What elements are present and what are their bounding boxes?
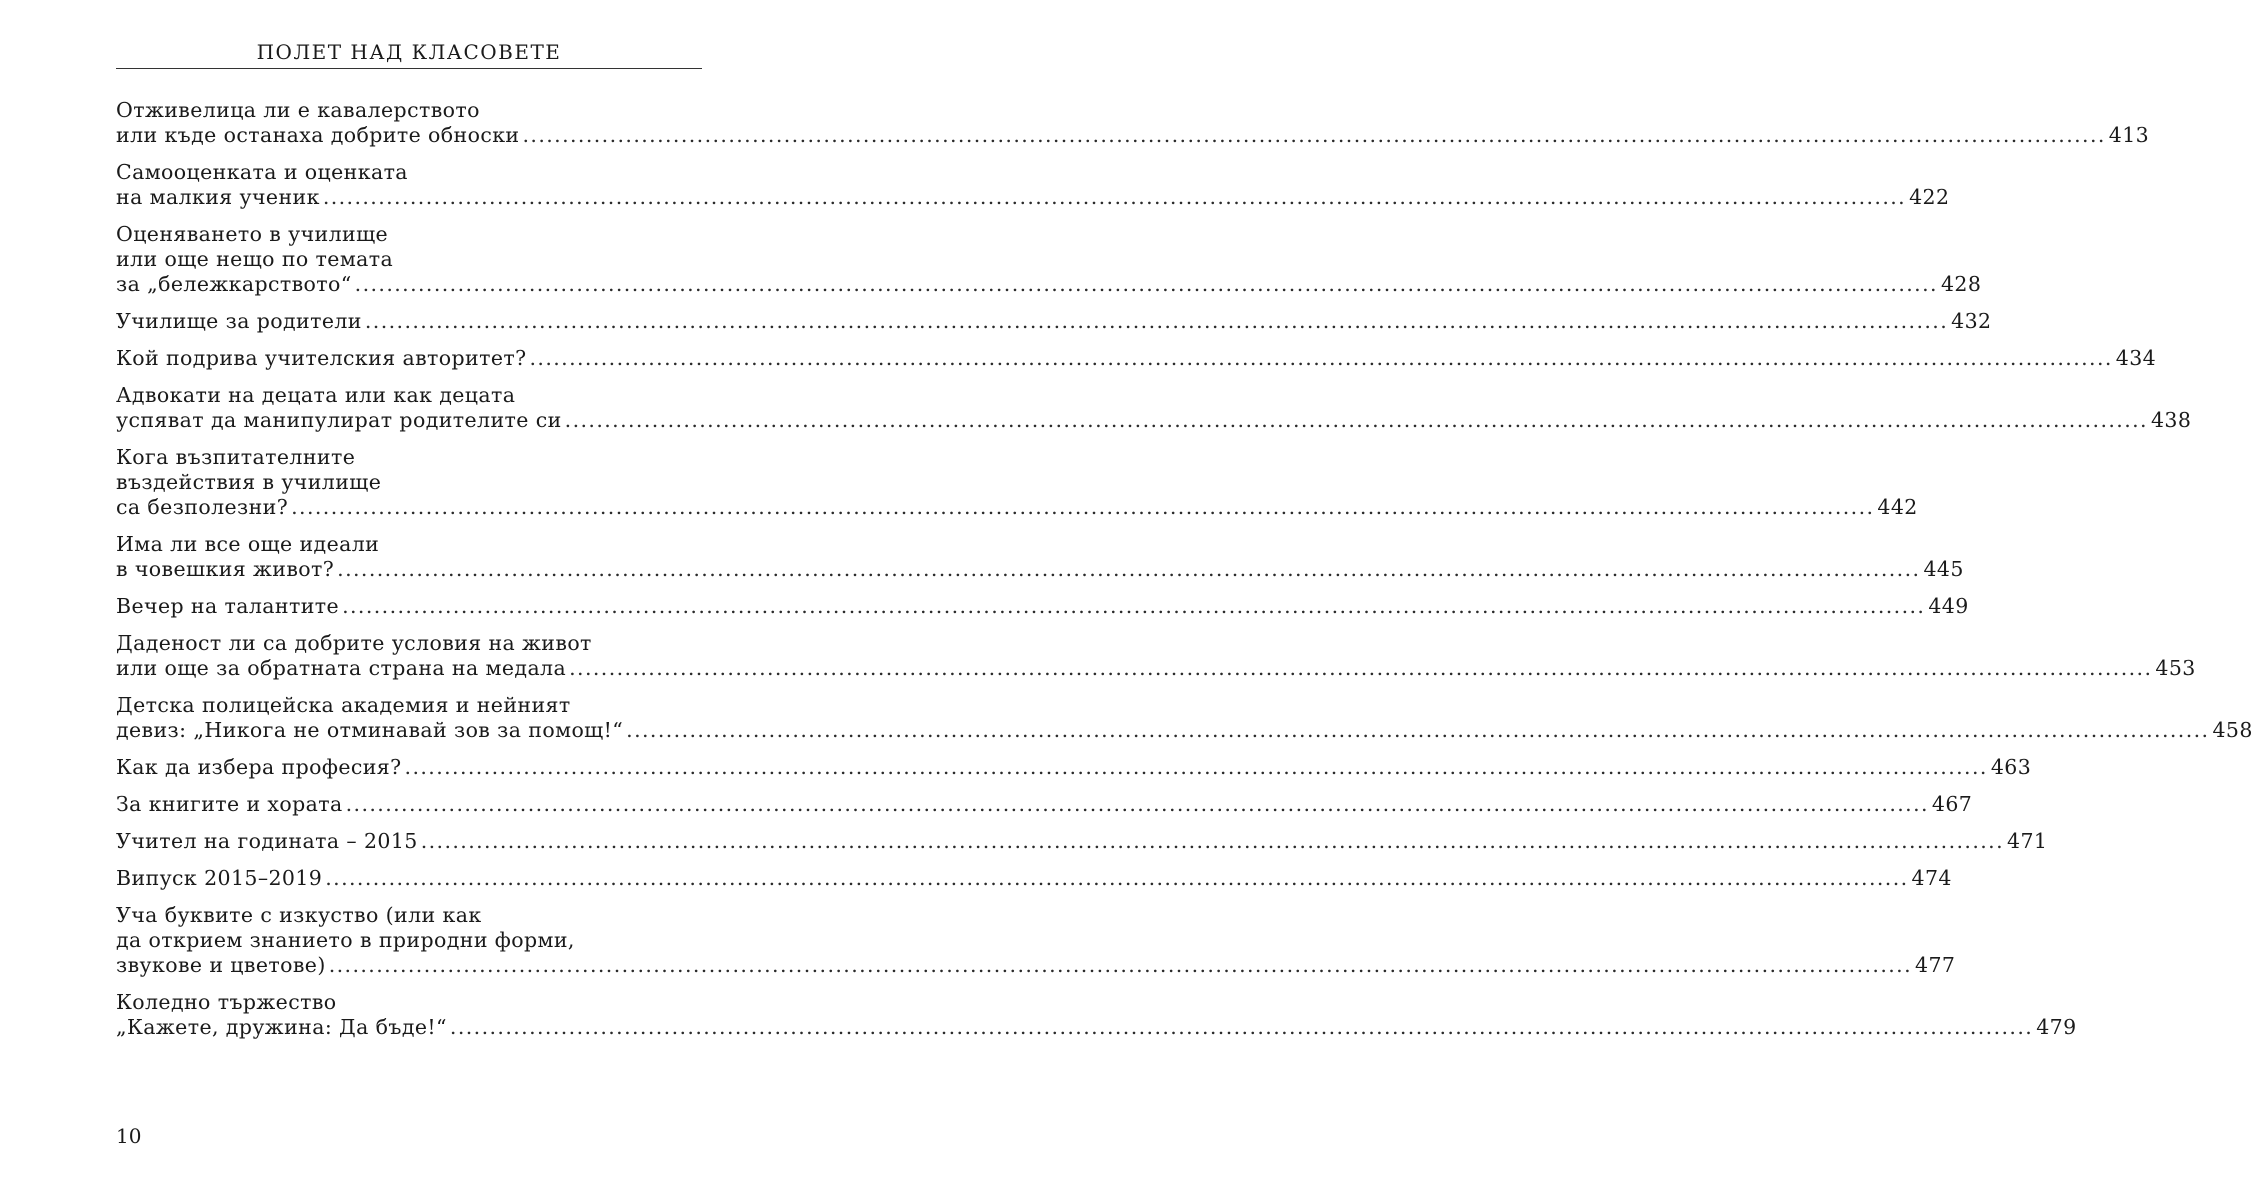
toc-entry — [116, 309, 1992, 334]
table-of-contents — [116, 98, 2253, 1052]
toc-page-number: 428 — [1940, 272, 1982, 296]
dot-leader: ........................................................................................................................................................................................................ — [322, 185, 1907, 209]
toc-entry-title-line: Училище за родители — [116, 309, 362, 333]
toc-page-number: 471 — [2007, 829, 2048, 853]
toc-entry-title-line: Как да избера професия? — [116, 755, 402, 779]
toc-entry — [116, 594, 1969, 619]
toc-entry-title-line: Вечер на талантите — [116, 594, 340, 618]
toc-entry — [116, 829, 2048, 854]
toc-entry-final-line — [116, 346, 2157, 371]
header-rule — [116, 68, 702, 69]
toc-entry-title-line: са безполезни? — [116, 495, 289, 519]
running-title: ПОЛЕТ НАД КЛАСОВЕТЕ — [256, 40, 562, 64]
toc-entry-final-line — [116, 755, 2032, 780]
dot-leader: ........................................................................................................................................................................................................ — [342, 594, 1926, 618]
toc-entry-final-line — [116, 272, 1982, 297]
toc-entry — [116, 346, 2157, 371]
toc-page-number: 479 — [2036, 1015, 2077, 1039]
toc-page-number: 442 — [1877, 495, 1918, 519]
toc-entry-final-line — [116, 953, 1956, 978]
toc-entry-title-line: успяват да манипулират родителите си — [116, 408, 562, 432]
toc-entry-title-line: Учител на годината – 2015 — [116, 829, 418, 853]
toc-entry-final-line — [116, 123, 2150, 148]
dot-leader: ........................................................................................................................................................................................................ — [420, 829, 2004, 853]
toc-entry — [116, 160, 1950, 210]
toc-page-number: 463 — [1990, 755, 2032, 779]
dot-leader: ........................................................................................................................................................................................................ — [404, 755, 1988, 779]
toc-entry — [116, 693, 2253, 743]
toc-entry-title-line: Адвокати на децата или как децата — [116, 383, 516, 407]
toc-entry — [116, 755, 2032, 780]
toc-page-number: 477 — [1915, 953, 1956, 977]
dot-leader: ........................................................................................................................................................................................................ — [569, 656, 2153, 680]
dot-leader: ........................................................................................................................................................................................................ — [354, 272, 1938, 296]
toc-entry-title-line: Даденост ли са добрите условия на живот — [116, 631, 592, 655]
toc-entry-title-line: Випуск 2015–2019 — [116, 866, 323, 890]
toc-entry-final-line — [116, 1015, 2077, 1040]
toc-entry-title-line: въздействия в училище — [116, 470, 382, 494]
toc-page-number: 467 — [1931, 792, 1973, 816]
toc-entry-title-line: в човешкия живот? — [116, 557, 335, 581]
toc-page-number: 449 — [1928, 594, 1969, 618]
dot-leader: ........................................................................................................................................................................................................ — [529, 346, 2113, 370]
toc-entry-title-line: „Кажете, дружина: Да бъде!“ — [116, 1015, 447, 1039]
toc-page-number: 438 — [2150, 408, 2192, 432]
toc-entry-title-line: девиз: „Никога не отминавай зов за помощ!“ — [116, 718, 624, 742]
toc-entry-title-line: на малкия ученик — [116, 185, 320, 209]
dot-leader: ........................................................................................................................................................................................................ — [325, 866, 1909, 890]
toc-entry — [116, 990, 2077, 1040]
toc-entry-title-line: Кога възпитателните — [116, 445, 356, 469]
toc-page-number: 474 — [1911, 866, 1952, 890]
toc-entry-title-line: Отживелица ли е кавалерството — [116, 98, 480, 122]
toc-entry-final-line — [116, 792, 1973, 817]
toc-entry-final-line — [116, 656, 2196, 681]
toc-entry-final-line — [116, 185, 1950, 210]
toc-entry-title-line: Има ли все още идеали — [116, 532, 380, 556]
dot-leader: ........................................................................................................................................................................................................ — [449, 1015, 2034, 1039]
toc-entry-final-line — [116, 718, 2253, 743]
toc-entry-title-line: Коледно тържество — [116, 990, 337, 1014]
dot-leader: ........................................................................................................................................................................................................ — [291, 495, 1875, 519]
toc-entry — [116, 631, 2196, 681]
toc-entry — [116, 445, 1918, 520]
toc-entry — [116, 866, 1952, 891]
toc-entry-title-line: звукове и цветове) — [116, 953, 326, 977]
toc-entry-title-line: Кой подрива учителския авторитет? — [116, 346, 527, 370]
dot-leader: ........................................................................................................................................................................................................ — [337, 557, 1921, 581]
toc-entry-final-line — [116, 866, 1952, 891]
toc-entry — [116, 903, 1956, 978]
toc-entry-title-line: да открием знанието в природни форми, — [116, 928, 575, 952]
toc-entry-final-line — [116, 829, 2048, 854]
dot-leader: ........................................................................................................................................................................................................ — [626, 718, 2210, 742]
toc-entry-title-line: или още нещо по темата — [116, 247, 394, 271]
toc-entry-title-line: за „бележкарството“ — [116, 272, 352, 296]
toc-page-number: 432 — [1951, 309, 1992, 333]
toc-entry-final-line — [116, 309, 1992, 334]
toc-entry-title-line: За книгите и хората — [116, 792, 343, 816]
toc-entry-final-line — [116, 594, 1969, 619]
page-number: 10 — [116, 1124, 142, 1148]
dot-leader: ........................................................................................................................................................................................................ — [328, 953, 1912, 977]
dot-leader: ........................................................................................................................................................................................................ — [345, 792, 1929, 816]
dot-leader: ........................................................................................................................................................................................................ — [564, 408, 2148, 432]
toc-entry-final-line — [116, 408, 2192, 433]
toc-entry-title-line: или още за обратната страна на медала — [116, 656, 567, 680]
toc-page-number: 434 — [2115, 346, 2157, 370]
toc-page-number: 422 — [1909, 185, 1950, 209]
toc-entry-title-line: Самооценката и оценката — [116, 160, 408, 184]
toc-entry — [116, 532, 1964, 582]
toc-page-number: 458 — [2212, 718, 2253, 742]
toc-entry-title-line: или къде останаха добрите обноски — [116, 123, 520, 147]
toc-entry-title-line: Оценяването в училище — [116, 222, 389, 246]
toc-entry-title-line: Уча буквите с изкуство (или как — [116, 903, 482, 927]
toc-entry-final-line — [116, 557, 1964, 582]
dot-leader: ........................................................................................................................................................................................................ — [364, 309, 1949, 333]
toc-entry — [116, 222, 1982, 297]
toc-entry-final-line — [116, 495, 1918, 520]
toc-page-number: 453 — [2155, 656, 2196, 680]
toc-entry — [116, 792, 1973, 817]
toc-entry-title-line: Детска полицейска академия и нейният — [116, 693, 571, 717]
toc-page-number: 445 — [1923, 557, 1964, 581]
dot-leader: ........................................................................................................................................................................................................ — [522, 123, 2106, 147]
toc-entry — [116, 98, 2150, 148]
toc-page-number: 413 — [2108, 123, 2150, 147]
toc-entry — [116, 383, 2192, 433]
